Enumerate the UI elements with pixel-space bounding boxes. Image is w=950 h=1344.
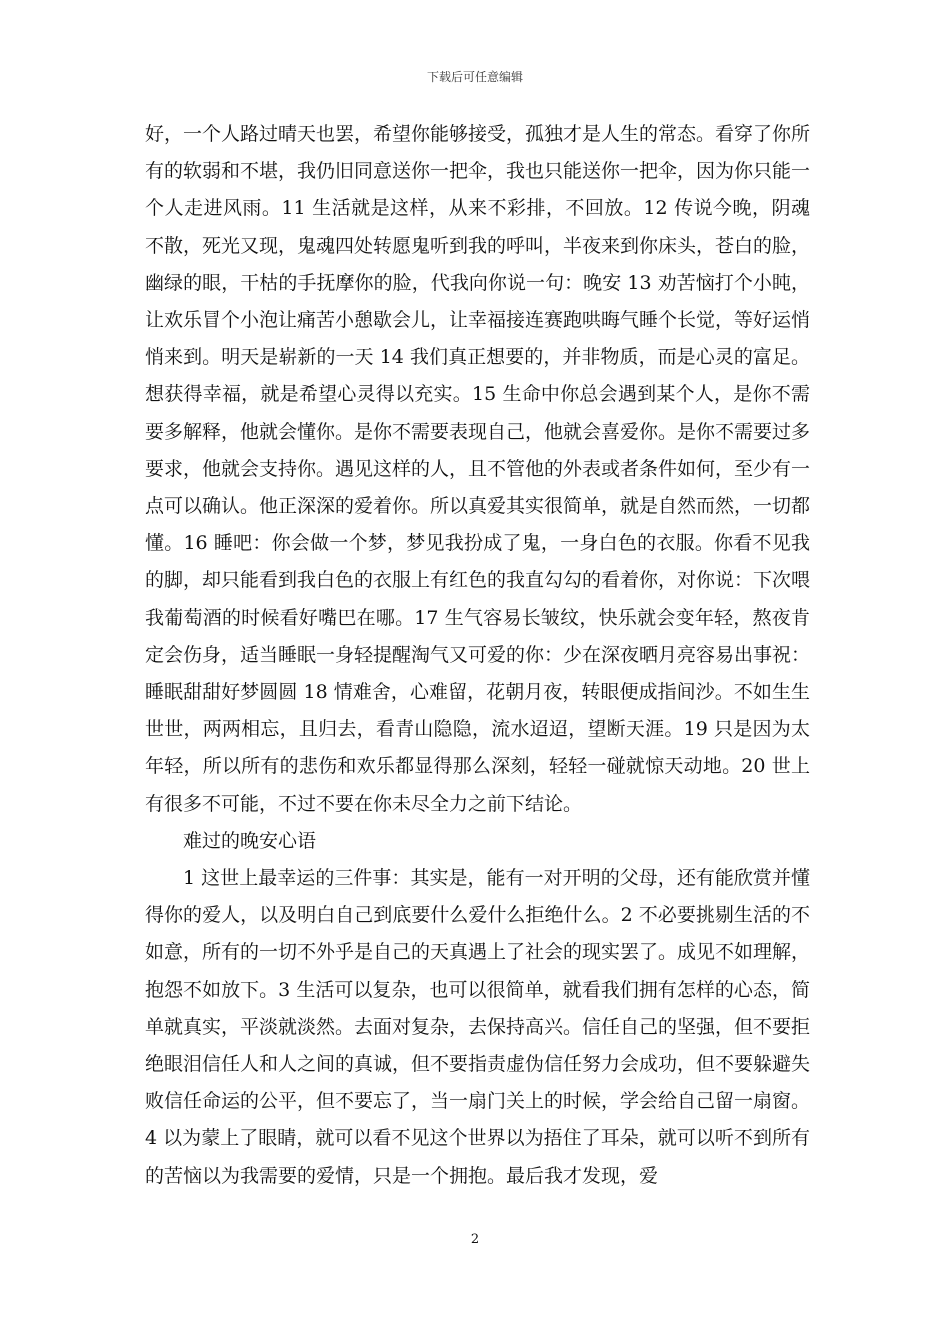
document-body bbox=[145, 116, 810, 1195]
page-number: 2 bbox=[470, 1232, 480, 1247]
paragraph: 1 这世上最幸运的三件事：其实是，能有一对开明的父母，还有能欣赏并懂得你的爱人，以及明白自己到底要什么爱什么拒绝什么。2 不必要挑剔生活的不如意，所有的一切不外乎是自己的天真遇上了社会的现实罢了。成见不如理解，抱怨不如放下。3 生活可以复杂，也可以很简单，就看我们拥有怎样的心态，简单就真实，平淡就淡然。去面对复杂，去保持高兴。信任自己的坚强，但不要拒绝眼泪信任人和人之间的真诚，但不要指责虚伪信任努力会成功，但不要躲避失败信任命运的公平，但不要忘了，当一扇门关上的时候，学会给自己留一扇窗。4 以为蒙上了眼睛，就可以看不见这个世界以为捂住了耳朵，就可以听不到所有的苦恼以为我需要的爱情，只是一个拥抱。最后我才发现，爱 bbox=[145, 867, 811, 1187]
section-heading: 难过的晚安心语 bbox=[183, 829, 317, 852]
page-header: 下载后可任意编辑 bbox=[426, 70, 523, 84]
paragraph-continued: 好，一个人路过晴天也罢，希望你能够接受，孤独才是人生的常态。看穿了你所有的软弱和不堪，我仍旧同意送你一把伞，我也只能送你一把伞，因为你只能一个人走进风雨。11 生活就是这样，从来不彩排，不回放。12 传说今晚，阴魂不散，死光又现，鬼魂四处转愿鬼听到我的呼叫，半夜来到你床头，苍白的脸，幽绿的眼，干枯的手抚摩你的脸，代我向你说一句：晚安 13 劝苦恼打个小盹，让欢乐冒个小泡让痛苦小憩歇会儿，让幸福接连赛跑哄晦气睡个长觉，等好运悄悄来到。明天是崭新的一天 14 我们真正想要的，并非物质，而是心灵的富足。想获得幸福，就是希望心灵得以充实。15 生命中你总会遇到某个人，是你不需要多解释，他就会懂你。是你不需要表现自己，他就会喜爱你。是你不需要过多要求，他就会支持你。遇见这样的人，且不管他的外表或者条件如何，至少有一点可以确认。他正深深的爱着你。所以真爱其实很简单，就是自然而然，一切都懂。16 睡吧：你会做一个梦，梦见我扮成了鬼，一身白色的衣服。你看不见我的脚，却只能看到我白色的衣服上有红色的我直勾勾的看着你，对你说：下次喂我葡萄酒的时候看好嘴巴在哪。17 生气容易长皱纹，快乐就会变年轻，熬夜肯定会伤身，适当睡眠一身轻提醒淘气又可爱的你：少在深夜晒月亮容易出事祝：睡眠甜甜好梦圆圆 18 情难舍，心难留，花朝月夜，转眼便成指间沙。不如生生世世，两两相忘，且归去，看青山隐隐，流水迢迢，望断天涯。19 只是因为太年轻，所以所有的悲伤和欢乐都显得那么深刻，轻轻一碰就惊天动地。20 世上有很多不可能，不过不要在你未尽全力之前下结论。 bbox=[145, 123, 811, 815]
